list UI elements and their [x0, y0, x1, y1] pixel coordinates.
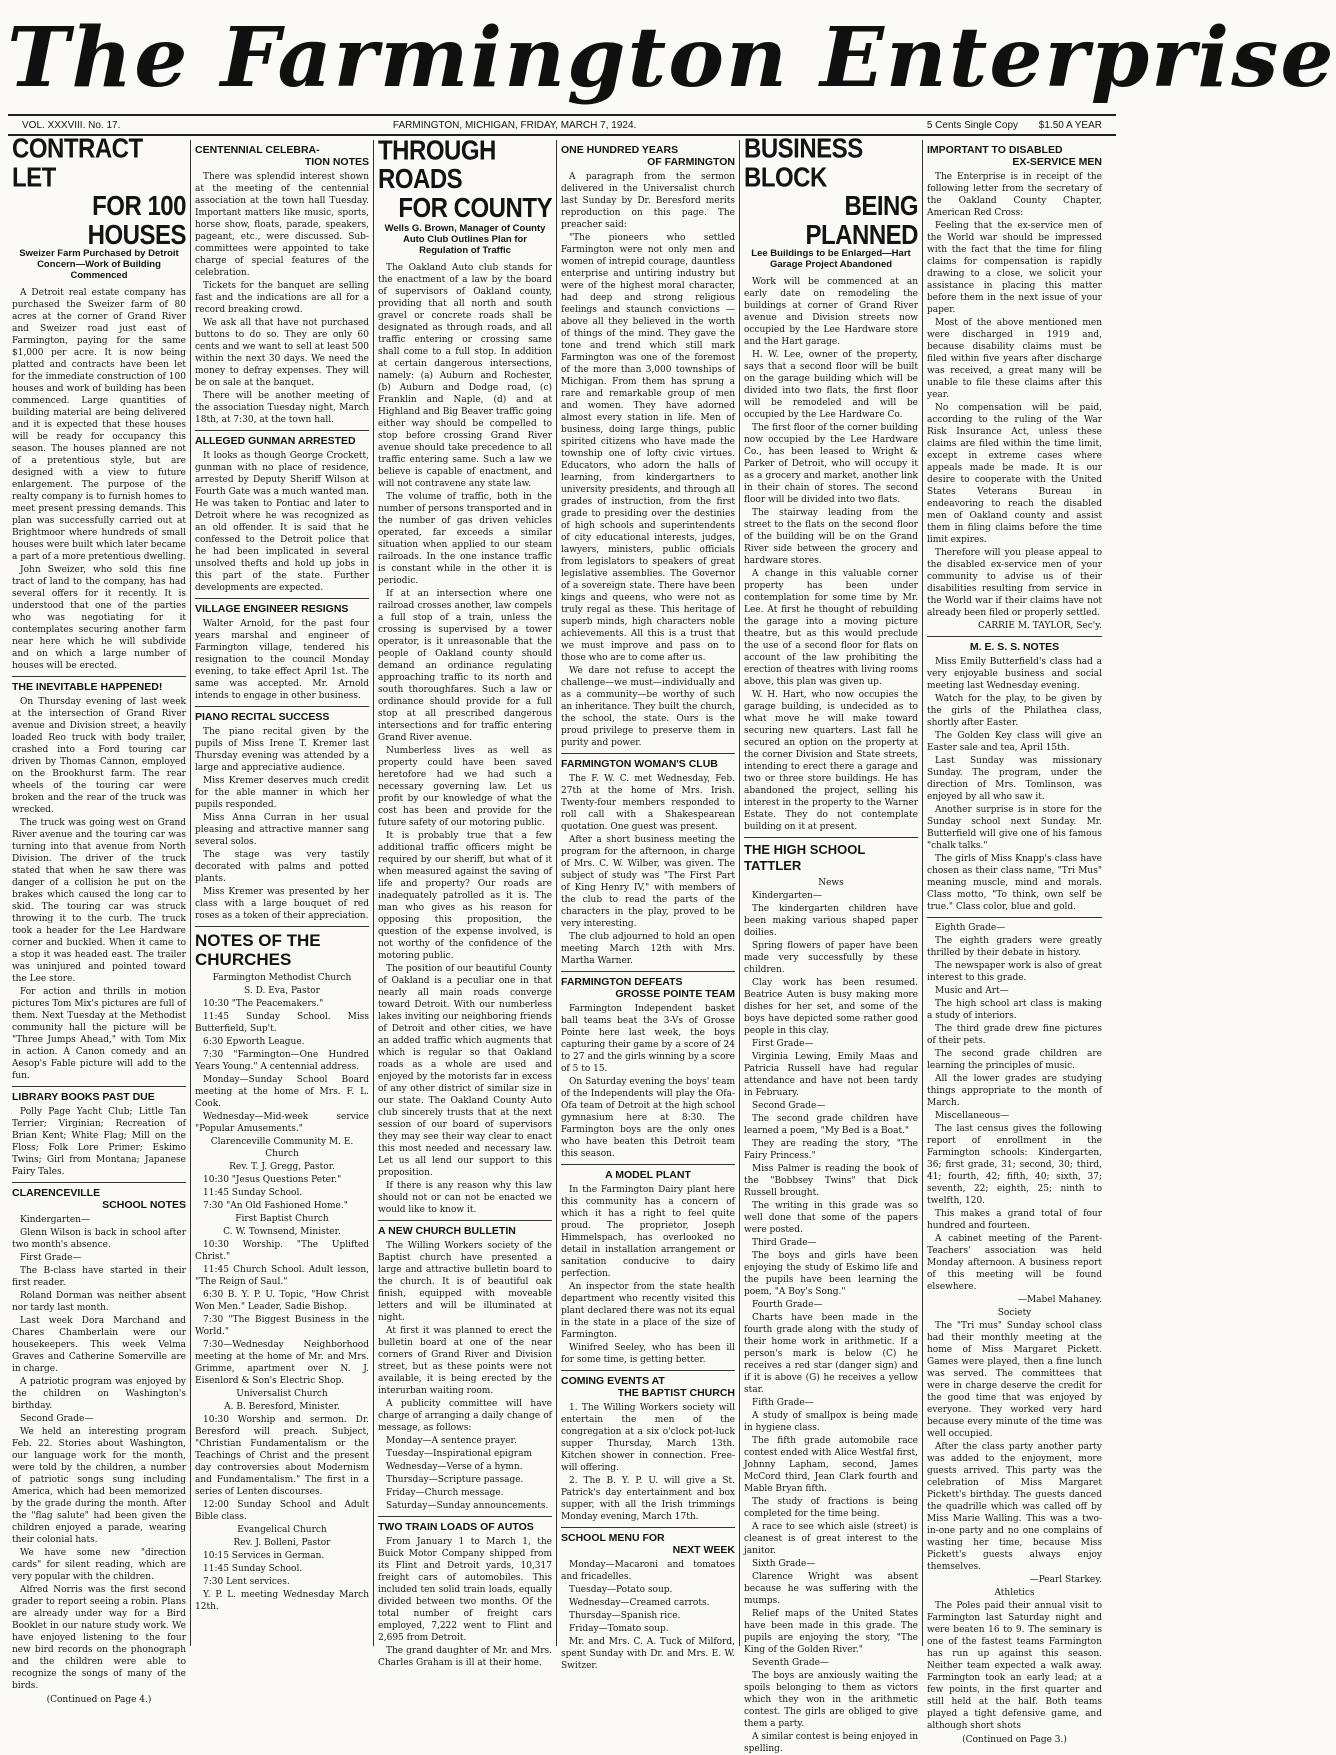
column-1: [8, 133, 191, 1705]
paragraph: The Golden Key class will give an Easter sale and tea, April 15th.: [927, 731, 1102, 753]
paragraph: Miss Palmer is reading the book of the "Bobbsey Twins" that Dick Russell brought.: [744, 1164, 918, 1198]
paragraph: Monday—Sunday School Board meeting at the home of Mrs. F. L. Cook.: [195, 1075, 369, 1109]
paragraph: The second grade children have learned a poem, "My Bed is a Boat.": [744, 1114, 918, 1136]
headline-business-block: [744, 135, 918, 250]
church-pastor: Rev. T. J. Gregg, Pastor.: [229, 1162, 335, 1172]
column-3: [374, 135, 557, 1668]
paragraph: Wednesday—Verse of a hymn.: [386, 1462, 523, 1472]
paragraph: We held an interesting program Feb. 22. Stories about Washington, our language work for the month, were told by the children, a number of patriotic songs sung including America, which had been memorized by the grade during the month. After the "flag salute" had been given the children enjoyed a parade, wearing their colonial hats.: [12, 1427, 186, 1545]
divider: [561, 1370, 735, 1371]
paragraph: Second Grade—: [752, 1101, 826, 1111]
headline-library: LIBRARY BOOKS PAST DUE: [12, 1091, 155, 1103]
paragraph: Miss Anna Curran in her usual pleasing and attractive manner sang several solos.: [195, 813, 369, 847]
divider: [561, 753, 735, 754]
paragraph: Miss Kremer deserves much credit for the able manner in which her pupils responded.: [195, 776, 369, 810]
paragraph: The Oakland Auto club stands for the enactment of a law by the board of supervisors of Oakland county, providing that all north and south gravel or concrete roads shall be designated as through roads, and all traffic entering or crossing same shall come to a full stop. In addition at certain dangerous intersections, namely: (a) Auburn and Rochester, (b) Auburn and Dodge road, (c) Franklin and Naple, (d) and at Highland and Big Beaver traffic going either way should be compelled to stop before crossing Grand River avenue should take precedence to all traffic entering same. Such a law we believe is capable of enactment, and will not contravene any state law.: [378, 263, 552, 489]
headline-line: BEING PLANNED: [805, 190, 918, 251]
paragraph: The F. W. C. met Wednesday, Feb. 27th at the home of Mrs. Irish. Twenty-four members responded to roll call with a Shakespearean quotation. One guest was present.: [561, 774, 735, 832]
paragraph: A patriotic program was enjoyed by the children on Washington's birthday.: [12, 1377, 186, 1411]
church-name: Clarenceville Community M. E. Church: [210, 1137, 354, 1159]
paragraph: On Thursday evening of last week at the intersection of Grand River avenue and Division street, a heavily loaded Reo truck with body trailer, crashed into a Ford touring car driven by Thomas Cannon, employed on the Brookhurst farm. The rear wheels of the touring car were broken and the rear of the truck was wrecked.: [12, 697, 186, 815]
paragraph: Virginia Lewing, Emily Maas and Patricia Russell have had regular attendance and have not been tardy in February.: [744, 1052, 918, 1098]
continued-note: (Continued on Page 4.): [46, 1695, 152, 1705]
headline-line: BUSINESS BLOCK: [744, 133, 863, 194]
paragraph: The grand daughter of Mr. and Mrs. Charles Graham is ill at their home.: [378, 1646, 552, 1668]
headline-line: SCHOOL MENU FOR: [561, 1532, 665, 1544]
headline-contract-let: [12, 135, 186, 250]
paragraph: A cabinet meeting of the Parent-Teachers' association was held Monday afternoon. A business report of this meeting will be found elsewhere.: [927, 1234, 1102, 1292]
headline-line: CLARENCEVILLE: [12, 1187, 101, 1199]
paragraph: A similar contest is being enjoyed in spelling.: [744, 1732, 918, 1754]
column-5: [740, 133, 923, 1754]
paragraph: Saturday—Sunday announcements.: [386, 1501, 549, 1511]
paragraph: A paragraph from the sermon delivered in the Universalist church last Sunday by Dr. Beresford merits reproduction on this page. The preacher said:: [561, 172, 735, 230]
paragraph: Work will be commenced at an early date on remodeling the buildings at corner of Grand River avenue and Division streets now occupied by the Lee Hardware store and the Hart garage.: [744, 277, 918, 347]
deck-roads: Wells G. Brown, Manager of County Auto Club Outlines Plan for Regulation of Traffic: [384, 223, 546, 256]
price-year: $1.50 A YEAR: [1038, 119, 1102, 131]
paragraph: A Detroit real estate company has purchased the Sweizer farm of 80 acres at the corner of Grand River and Sweizer road just east of Farmington, paying for the same $1,000 per acre. It is now being platted and contracts have been let for the immediate construction of 100 houses and work of building has been commenced. Large quantities of building material are being delivered and it is expected that these houses will be ready for occupancy this season. The houses planned are not of a pretentious style, but are designed with a view to future enlargement. The purpose of the realty company is to furnish homes to meet present pressing demands. This plan was successfully carried out at Brightmoor where hundreds of small houses were built which later became a part of a more pretentious dwelling.: [12, 288, 186, 562]
paragraph: Third Grade—: [752, 1238, 817, 1248]
paragraph: Fourth Grade—: [752, 1300, 823, 1310]
paragraph: Eighth Grade—: [935, 923, 1006, 933]
paragraph: Y. P. L. meeting Wednesday March 12th.: [195, 1590, 369, 1612]
paragraph: Feeling that the ex-service men of the World war should be impressed with the fact that the time for filing claims for compensation is rapidly drawing to a close, we solicit your assistance in placing this matter before them in the next issue of your paper.: [927, 221, 1102, 315]
paragraph: H. W. Lee, owner of the property, says that a second floor will be built on the garage building which will be divided into two flats, the first floor will be remodeled and will be occupied by the Lee Hardware Co.: [744, 350, 918, 420]
paragraph: We dare not refuse to accept the challenge—we must—individually and as a community—be worthy of such an inheritance. They built the church, the school, the state. Ours is the proud privilege to preserve them in purity and power.: [561, 666, 735, 748]
headline-defeats: [561, 976, 735, 1000]
divider: [378, 1220, 552, 1221]
paragraph: This makes a grand total of four hundred and fourteen.: [927, 1209, 1102, 1231]
paragraph: The third grade drew fine pictures of their pets.: [927, 1024, 1102, 1046]
section-label-news: News: [818, 878, 844, 888]
paragraph: 12:00 Sunday School and Adult Bible class.: [195, 1500, 369, 1522]
paragraph: There will be another meeting of the association Tuesday night, March 18th, at 7:30, at the town hall.: [195, 391, 369, 425]
paragraph: Farmington Independent basket ball teams beat the 3-Vs of Grosse Pointe here last week, the boys capturing their game by a score of 24 to 27 and the girls winning by a score of 5 to 15.: [561, 1004, 735, 1074]
headline-line: THE BAPTIST CHURCH: [617, 1387, 735, 1399]
paragraph: Relief maps of the United States have been made in this grade. The pupils are enjoying the story, "The King of the Golden River.": [744, 1609, 918, 1655]
paragraph: On Saturday evening the boys' team of the Independents will play the Ofa-Ofa team of Detroit at the high school gymnasium here at 8:30. The Farmington boys are the only ones who have beaten this Detroit team this season.: [561, 1077, 735, 1159]
paragraph: It is probably true that a few additional traffic officers might be required by our sheriff, but what of it when measured against the saving of life and property? Our roads are inadequately patrolled as it is. The man who gives as his reason for opposing this proposition, the question of the expense involved, is not worthy of the confidence of the motoring public.: [378, 831, 552, 961]
paragraph: Most of the above mentioned men were discharged in 1919 and, because disability claims must be filed within five years after discharge was received, a great many will be unable to file these claims after this year.: [927, 318, 1102, 400]
deck-business-block: Lee Buildings to be Enlarged—Hart Garage Project Abandoned: [751, 248, 911, 270]
place-date: FARMINGTON, MICHIGAN, FRIDAY, MARCH 7, 1924.: [392, 119, 637, 131]
paragraph: Tuesday—Inspirational epigram: [386, 1449, 532, 1459]
headline-mess-notes: M. E. S. S. NOTES: [969, 641, 1060, 653]
paragraph: Wednesday—Mid-week service "Popular Amusements.": [195, 1112, 369, 1134]
paragraph: Another surprise is in store for the Sunday school next Sunday. Mr. Butterfield will give one of his famous "chalk talks.": [927, 805, 1102, 851]
paragraph: A publicity committee will have charge of arranging a daily change of message, as follows:: [378, 1399, 552, 1433]
paragraph: There was splendid interest shown at the meeting of the centennial association at the town hall Tuesday. Important matters like music, sports, horse show, floats, parade, speakers, pageant, etc., were discussed. Sub-committees were appointed to take charge of special features of the celebration.: [195, 172, 369, 278]
paragraph: Wednesday—Creamed carrots.: [569, 1598, 710, 1608]
paragraph: The B-class have started in their first reader.: [12, 1266, 186, 1288]
price-copy: 5 Cents Single Copy: [926, 119, 1019, 131]
paragraph: Spring flowers of paper have been made very successfully by these children.: [744, 941, 918, 975]
headline-school-menu: [561, 1532, 735, 1556]
divider: [12, 1086, 186, 1087]
divider: [927, 636, 1102, 637]
paragraph: Therefore will you please appeal to the disabled ex-service men of your community to advise us of their disabilities resulting from service in the World war if their claims have not already been filed or properly settled.: [927, 548, 1102, 618]
headline-train-loads: TWO TRAIN LOADS OF AUTOS: [378, 1521, 534, 1533]
paragraph: At first it was planned to erect the bulletin board at one of the near corners of Grand River and Division street, but as these points were not available, it is being erected by the interurban waiting room.: [378, 1326, 552, 1396]
divider: [195, 926, 369, 927]
signature: —Mabel Mahaney.: [1017, 1295, 1102, 1305]
paragraph: A study of smallpox is being made in hygiene class.: [744, 1411, 918, 1433]
headline-line: COMING EVENTS AT: [561, 1375, 665, 1387]
paragraph: Seventh Grade—: [752, 1658, 829, 1668]
headline-line: NEXT WEEK: [672, 1544, 735, 1556]
paragraph: The second grade children are learning the principles of music.: [927, 1049, 1102, 1071]
headline-model-plant: A MODEL PLANT: [605, 1169, 691, 1181]
headline-church-bulletin: A NEW CHURCH BULLETIN: [378, 1225, 516, 1237]
signature: —Pearl Starkey.: [1029, 1575, 1102, 1585]
paragraph: The writing in this grade was so well done that some of the papers were posted.: [744, 1201, 918, 1235]
paragraph: The newspaper work is also of great interest to this grade.: [927, 961, 1102, 983]
divider: [12, 676, 186, 677]
headline-gunman: ALLEGED GUNMAN ARRESTED: [195, 435, 356, 447]
paragraph: 10:30 "Jesus Questions Peter.": [203, 1175, 342, 1185]
paragraph: A change in this valuable corner property has been under contemplation for some time by Mr. Lee. At first he thought of rebuilding the garage into a moving picture theatre, but as this would preclude the use of a second floor for flats on account of the law prohibiting the erection of theatres with living rooms above, this plan was given up.: [744, 569, 918, 687]
headline-line: EX-SERVICE MEN: [1012, 156, 1102, 168]
paragraph: After a short business meeting the program for the afternoon, in charge of Mrs. C. W. Wilber, was given. The subject of study was "The First Part of King Henry IV," with members of the club to read the parts of the characters in the play, proved to be very interesting.: [561, 835, 735, 929]
divider: [561, 1164, 735, 1165]
headline-line: FOR 100 HOUSES: [87, 190, 186, 251]
paragraph: If there is any reason why this law should not or can not be enacted we would like to know it.: [378, 1181, 552, 1215]
volume-number: VOL. XXXVIII. No. 17.: [22, 119, 121, 131]
headline-through-roads: [378, 136, 552, 222]
paragraph: 11:45 Sunday School.: [203, 1564, 303, 1574]
paragraph: The Poles paid their annual visit to Farmington last Saturday night and were beaten 16 to 9. The seminary is one of the fastest teams Farmington has run up against this season. Neither team expected a walk away. Farmington took an early lead; at a few points, in the first quarter and still held at the half. Both teams played a tight defensive game, and although short shots: [927, 1601, 1102, 1731]
paragraph: The stage was very tastily decorated with palms and potted plants.: [195, 850, 369, 884]
headline-tattler: THE HIGH SCHOOL TATTLER: [744, 842, 866, 873]
church-name: Farmington Methodist Church: [212, 973, 352, 983]
paragraph: Glenn Wilson is back in school after two month's absence.: [12, 1228, 186, 1250]
paragraph: The "Tri mus" Sunday school class had their monthly meeting at the home of Miss Margaret Pickett. Games were played, then a fine lunch was served. The committees that were in charge deserve the credit for the good time that was enjoyed by everyone. They worked very hard because every minute of the time was well occupied.: [927, 1321, 1102, 1439]
divider: [744, 837, 918, 838]
paragraph: Mr. and Mrs. C. A. Tuck of Milford, spent Sunday with Dr. and Mrs. E. W. Switzer.: [561, 1637, 735, 1671]
divider: [12, 1182, 186, 1183]
church-name: Universalist Church: [236, 1389, 328, 1399]
headline-inevitable: THE INEVITABLE HAPPENED!: [12, 681, 163, 693]
headline-hundred-years: [561, 144, 735, 168]
paragraph: Miss Emily Butterfield's class had a very enjoyable business and social meeting last Wednesday evening.: [927, 657, 1102, 691]
paragraph: The high school art class is making a study of interiors.: [927, 999, 1102, 1021]
paragraph: 6:30 B. Y. P. U. Topic, "How Christ Won Men." Leader, Sadie Bishop.: [195, 1290, 369, 1312]
paragraph: Thursday—Spanish rice.: [569, 1611, 681, 1621]
page-columns: [8, 133, 1116, 1754]
headline-line: FOR COUNTY: [398, 192, 552, 224]
headline-clarenceville: [12, 1187, 186, 1211]
divider: [561, 1527, 735, 1528]
price-info: [909, 120, 1102, 131]
paragraph: Music and Art—: [935, 986, 1009, 996]
paragraph: Polly Page Yacht Club; Little Tan Terrier; Virginian; Recreation of Brian Kent; White Flag; Mill on the Floss; Folk Lore Primer; Eskimo Twins; Girl from Montana; Japanese Fairy Tales.: [12, 1107, 186, 1177]
church-pastor: S. D. Eva, Pastor: [244, 986, 320, 996]
paragraph: Tuesday—Potato soup.: [569, 1585, 673, 1595]
church-pastor: C. W. Townsend, Minister.: [223, 1227, 341, 1237]
divider: [195, 430, 369, 431]
paragraph: Kindergarten—: [752, 891, 822, 901]
headline-coming-events: [561, 1375, 735, 1399]
headline-disabled: [927, 144, 1102, 168]
section-label-society: Society: [997, 1308, 1032, 1318]
paragraph: The truck was going west on Grand River avenue and the touring car was turning into that avenue from North Division. The driver of the truck stated that when he saw there was danger of a collision he put on the brakes which caused the long car to skid. The touring car was struck throwing it to the curb. The truck took a header for the Lee Hardware corner and buckled. When it came to a stop it was headed east. The trailer was uninjured and pointed toward the Lee store.: [12, 818, 186, 984]
paragraph: 10:30 Worship and sermon. Dr. Beresford will preach. Subject, "Christian Fundamentalism or the Teachings of Christ and the present day controversies about Modernism and Fundamentalism." The first in a series of Lenten discourses.: [195, 1415, 369, 1497]
paragraph: They are reading the story, "The Fairy Princess.": [744, 1139, 918, 1161]
paragraph: The boys are anxiously waiting the spoils belonging to them as victors which they won in the arithmetic contest. The girls are obliged to give them a party.: [744, 1671, 918, 1729]
paragraph: 1. The Willing Workers society will entertain the men of the congregation at a six o'clock pot-luck supper Thursday, March 13th. Kitchen shower in connection. Free-will offering.: [561, 1403, 735, 1473]
paragraph: The Enterprise is in receipt of the following letter from the secretary of the Oakland County Chapter, American Red Cross:: [927, 172, 1102, 218]
paragraph: 7:30 "Farmington—One Hundred Years Young." A centennial address.: [195, 1050, 369, 1072]
paragraph: Tickets for the banquet are selling fast and the indications are all for a record breaking crowd.: [195, 281, 369, 315]
headline-line: TION NOTES: [304, 156, 369, 168]
divider: [378, 1516, 552, 1517]
church-name: First Baptist Church: [235, 1214, 329, 1224]
paragraph: Last week Dora Marchand and Chares Chamberlain were our housekeepers. This week Velma Graves and Catherine Somerville are in charge.: [12, 1316, 186, 1374]
paragraph: The position of our beautiful County of Oakland is a peculiar one in that nearly all main roads converge toward Detroit. With our numberless lakes inviting our neighboring friends of Detroit and other cities, we have an added traffic which augments that which is regular so that Oakland roads as a whole are used and enjoyed by the motorists far in excess of any other district of similar size in our state. The Oakland County Auto club sincerely trusts that at the next session of our board of supervisors they may see their way clear to enact this most needed and necessary law. Let us all lend our support to this proposition.: [378, 964, 552, 1178]
church-pastor: A. B. Beresford, Minister.: [224, 1402, 340, 1412]
paragraph: 7:30 "The Biggest Business in the World.": [195, 1315, 369, 1337]
paragraph: John Sweizer, who sold this fine tract of land to the company, has had several offers for it recently. It is understood that one of the parties who was negotiating for it contemplates securing another farm near here which he will subdivide and on which a large number of houses will be erected.: [12, 565, 186, 671]
headline-engineer: VILLAGE ENGINEER RESIGNS: [195, 603, 349, 615]
paragraph: W. H. Hart, who now occupies the garage building, is undecided as to what move he will make toward securing new quarters. Last fall he secured an option on the property at the corner Division and State streets, intending to erect there a garage and two or three store buildings. He has abandoned the project, selling his interest in the property to the Warner Estate. They do not contemplate building on it at present.: [744, 690, 918, 832]
paragraph: Monday—A sentence prayer.: [386, 1436, 517, 1446]
paragraph: Roland Dorman was neither absent nor tardy last month.: [12, 1291, 186, 1313]
paragraph: From January 1 to March 1, the Buick Motor Company shipped from its Flint and Detroit yards, 10,317 freight cars of automobiles. This included ten solid train loads, equally divided between two months. Of the total number of freight cars employed, 7,222 went to Flint and 2,695 from Detroit.: [378, 1537, 552, 1643]
paragraph: Walter Arnold, for the past four years marshal and engineer of Farmington village, tendered his resignation to the council Monday evening, to take effect April 1st. The same was accepted. Mr. Arnold intends to engage in other business.: [195, 619, 369, 701]
paragraph: The stairway leading from the street to the flats on the second floor of the building will be on the Grand River side between the grocery and hardware stores.: [744, 508, 918, 566]
paragraph: First Grade—: [20, 1253, 82, 1263]
paragraph: Miss Kremer was presented by her class with a large bouquet of red roses as a token of their appreciation.: [195, 887, 369, 921]
paragraph: An inspector from the state health department who recently visited this plant declared there was not its equal in the state in a place of the size of Farmington.: [561, 1282, 735, 1340]
paragraph: The eighth graders were greatly thrilled by their debate in history.: [927, 936, 1102, 958]
headline-line: ONE HUNDRED YEARS: [561, 144, 679, 156]
paragraph: Last Sunday was missionary Sunday. The program, under the direction of Mrs. Tomlinson, was enjoyed by all who saw it.: [927, 756, 1102, 802]
headline-line: FARMINGTON DEFEATS: [561, 976, 683, 988]
paragraph: If at an intersection where one railroad crosses another, law compels a full stop of a train, unless the crossing is supervised by a tower operator, is it unreasonable that the people of Oakland county should demand an ordinance regulating approaching traffic to its north and south thoroughfares. Such a law or ordinance should provide for a full stop at all prescribed dangerous intersections and for traffic entering Grand River avenue.: [378, 589, 552, 743]
divider: [195, 706, 369, 707]
paragraph: The fifth grade automobile race contest ended with Alice Westfal first, Johnny Lapham, second, James McCord third, Jean Clark fourth and Mable Bryan fifth.: [744, 1436, 918, 1494]
paragraph: 7:30 "An Old Fashioned Home.": [203, 1201, 348, 1211]
paragraph: Winifred Seeley, who has been ill for some time, is getting better.: [561, 1343, 735, 1365]
dateline: [8, 114, 1116, 136]
paragraph: 10:30 Worship. "The Uplifted Christ.": [195, 1240, 369, 1262]
headline-line: THROUGH ROADS: [378, 135, 496, 196]
paragraph: Alfred Norris was the first second grader to report seeing a robin. Plans are already under way for a Bird Booklet in our nature study work. We have enjoyed listening to the four new bird records on the phonograph and the children were able to recognize the songs of many of the birds.: [12, 1585, 186, 1691]
signature: CARRIE M. TAYLOR, Sec'y.: [977, 621, 1102, 631]
paragraph: 11:45 Church School. Adult lesson, "The Reign of Saul.": [195, 1265, 369, 1287]
paragraph: Watch for the play, to be given by the girls of the Philathea class, shortly after Easter.: [927, 694, 1102, 728]
paragraph: First Grade—: [752, 1039, 814, 1049]
paragraph: After the class party another party was added to the enjoyment, more guests arrived. This party was the celebration of Miss Margaret Pickett's birthday. The guests danced the quadrille which was called off by Miss Marie Walling. This was a two-in-one party and no one complains of wasting her time, because Miss Pickett's guests always enjoy themselves.: [927, 1442, 1102, 1572]
paragraph: The boys and girls have been enjoying the study of Eskimo life and the pupils have been learning the poem, "A Boy's Song.": [744, 1251, 918, 1297]
headline-centennial: [195, 144, 369, 168]
headline-line: GROSSE POINTE TEAM: [615, 988, 735, 1000]
paragraph: Sixth Grade—: [752, 1559, 816, 1569]
paragraph: Friday—Church message.: [386, 1488, 504, 1498]
paragraph: All the lower grades are studying things appropriate to the month of March.: [927, 1074, 1102, 1108]
section-label-athletics: Athletics: [994, 1588, 1035, 1598]
paragraph: The first floor of the corner building now occupied by the Lee Hardware Co., has been leased to Wright & Parker of Detroit, who will occupy it as a grocery and market, another link in their chain of stores. The second floor will be divided into two flats.: [744, 423, 918, 505]
paragraph: A race to see which aisle (street) is cleanest is of great interest to the janitor.: [744, 1522, 918, 1556]
paragraph: Charts have been made in the fourth grade along with the study of their home work in arithmetic. If a person's mark is below (C) he receives a red star (danger sign) and if it is above (G) he receives a yellow star.: [744, 1313, 918, 1395]
headline-line: OF FARMINGTON: [647, 156, 735, 168]
column-4: [557, 140, 740, 1671]
paragraph: "The pioneers who settled Farmington were not only men and women of intrepid courage, dauntless enterprise and untiring industry but were of the highest moral character, had deep and strong religious feelings and staunch convictions — above all they believed in the worth of things of the mind. They gave the tone and trend which still mark Farmington was one of the foremost of the more than 3,000 townships of Michigan. From them has sprung a rare and remarkable group of men and women. They have adorned almost every station in life. Men of business, doing large things, public spirited citizens who have made the township one of lofty civic virtues. Educators, who adorn the halls of learning, from kindergartners to university presidents, and through all grades of instruction, from the first grade to presiding over the destinies of high schools and superintendents of city educational interests, judges, lawyers, ministers, public officials from legislators to speakers of great legislative assemblies. The Governor of a sovereign state. There have been kings and queens, who were not as truly regal as these. This heritage of superb minds, high characters noble achievements. All this is a trust that we must improve and pass on to those who are to come after us.: [561, 233, 735, 663]
paragraph: The piano recital given by the pupils of Miss Irene T. Kremer last Thursday evening was attended by a large and appreciative audience.: [195, 727, 369, 773]
paragraph: 11:45 Sunday School. Miss Butterfield, Sup't.: [195, 1012, 369, 1034]
paragraph: The last census gives the following report of enrollment in the Farmington schools: Kindergarten, 36; first grade, 31; second, 30; third, 41; fourth, 42; fifth, 40; sixth, 37; seventh, 22; eighth, 25; ninth to twelfth, 120.: [927, 1124, 1102, 1206]
divider: [195, 598, 369, 599]
paragraph: The kindergarten children have been making various shaped paper doilies.: [744, 904, 918, 938]
headline-line: CONTRACT LET: [12, 133, 143, 194]
paragraph: Numberless lives as well as property could have been saved heretofore had we had such a necessary governing law. Let us profit by our knowledge of what the cost has been and provide for the future safety of our motoring public.: [378, 746, 552, 828]
paragraph: Friday—Tomato soup.: [569, 1624, 669, 1634]
paragraph: 2. The B. Y. P. U. will give a St. Patrick's day entertainment and box supper, with all the Irish trimmings Monday evening, March 17th.: [561, 1476, 735, 1522]
headline-line: SCHOOL NOTES: [102, 1199, 186, 1211]
paragraph: We have some new "direction cards" for silent reading, which are very popular with the children.: [12, 1548, 186, 1582]
paragraph: 7:30—Wednesday Neighborhood meeting at the home of Mr. and Mrs. Grimme, apartment over N. J. Eisenlord & Son's Electric Shop.: [195, 1340, 369, 1386]
paragraph: Clay work has been resumed. Beatrice Auten is busy making more dishes for her set, and some of the boys have depicted some rather good people in this clay.: [744, 978, 918, 1036]
paragraph: The volume of traffic, both in the number of persons transported and in the number of gas driven vehicles operated, far exceeds a similar situation when applied to our steam railroads. In the one instance traffic is constant while in the other it is periodic.: [378, 492, 552, 586]
paragraph: In the Farmington Dairy plant here this community has a concern of which it has a right to feel quite proud. The proprietor, Joseph Himmelspach, has overlooked no detail in installation arrangement or sanitation conducive to dairy perfection.: [561, 1185, 735, 1279]
headline-womans-club: FARMINGTON WOMAN'S CLUB: [561, 758, 718, 770]
masthead-title: The Farmington Enterprise: [7, 10, 1336, 106]
paragraph: 6:30 Epworth League.: [203, 1037, 305, 1047]
headline-churches: NOTES OF THE CHURCHES: [195, 931, 321, 969]
church-name: Evangelical Church: [237, 1525, 327, 1535]
paragraph: Miscellaneous—: [935, 1111, 1010, 1121]
paragraph: Thursday—Scripture passage.: [386, 1475, 524, 1485]
headline-line: IMPORTANT TO DISABLED: [927, 144, 1063, 156]
paragraph: The club adjourned to hold an open meeting March 12th with Mrs. Martha Warner.: [561, 932, 735, 966]
paragraph: Monday—Macaroni and tomatoes and fricadelles.: [561, 1560, 735, 1582]
church-pastor: Rev. J. Bolleni, Pastor: [233, 1538, 331, 1548]
paragraph: Kindergarten—: [20, 1215, 90, 1225]
paragraph: Second Grade—: [20, 1414, 94, 1424]
paragraph: Fifth Grade—: [752, 1398, 814, 1408]
headline-piano: PIANO RECITAL SUCCESS: [195, 711, 330, 723]
headline-line: CENTENNIAL CELEBRA-: [195, 144, 320, 156]
divider: [561, 971, 735, 972]
paragraph: 7:30 Lent services.: [203, 1577, 290, 1587]
continued-note: (Continued on Page 3.): [962, 1735, 1067, 1745]
divider: [927, 917, 1102, 918]
deck-contract: Sweizer Farm Purchased by Detroit Concern—Work of Building Commenced: [19, 248, 179, 281]
paragraph: It looks as though George Crockett, gunman with no place of residence, arrested by Deputy Sheriff Wilson at Fourth Gate was a much wanted man. He was taken to Pontiac and later to Detroit where he was recognized as an old offender. It is said that he confessed to the Detroit police that he had been implicated in several unsolved thefts and hold up jobs in this part of the state. Further developments are expected.: [195, 451, 369, 593]
column-2: [191, 140, 374, 1646]
paragraph: We ask all that have not purchased buttons to do so. They are only 60 cents and we want to sell at least 500 within the next 30 days. We need the money to defray expenses. They will be on sale at the banquet.: [195, 318, 369, 388]
paragraph: 11:45 Sunday School.: [203, 1188, 303, 1198]
paragraph: No compensation will be paid, according to the ruling of the War Risk Insurance Act, unless these claims are filed within the time limit, except in extreme cases where appeals made be made. It is our desire to cooperate with the United States Veterans Bureau in endeavoring to reach the disabled men of Oakland county and assist them in filing claims before the time limit expires.: [927, 403, 1102, 545]
paragraph: 10:30 "The Peacemakers.": [203, 999, 324, 1009]
paragraph: Clarence Wright was absent because he was suffering with the mumps.: [744, 1572, 918, 1606]
paragraph: 10:15 Services in German.: [203, 1551, 325, 1561]
paragraph: For action and thrills in motion pictures Tom Mix's pictures are full of them. Next Tuesday at the Methodist community hall the picture will be "Three Jumps Ahead," with Tom Mix in action. A Canon comedy and an Aesop's Fable picture will add to the fun.: [12, 987, 186, 1081]
column-6: [923, 140, 1106, 1745]
paragraph: The Willing Workers society of the Baptist church have presented a large and attractive bulletin board to the church. It is of beautiful oak finish, equipped with moveable letters and will be illuminated at night.: [378, 1241, 552, 1323]
paragraph: The girls of Miss Knapp's class have chosen as their class name, "Tri Mus" meaning muscle, mind and morals. Class motto, "To think, own self be true." Class color, blue and gold.: [927, 854, 1102, 912]
paragraph: The study of fractions is being completed for the time being.: [744, 1497, 918, 1519]
